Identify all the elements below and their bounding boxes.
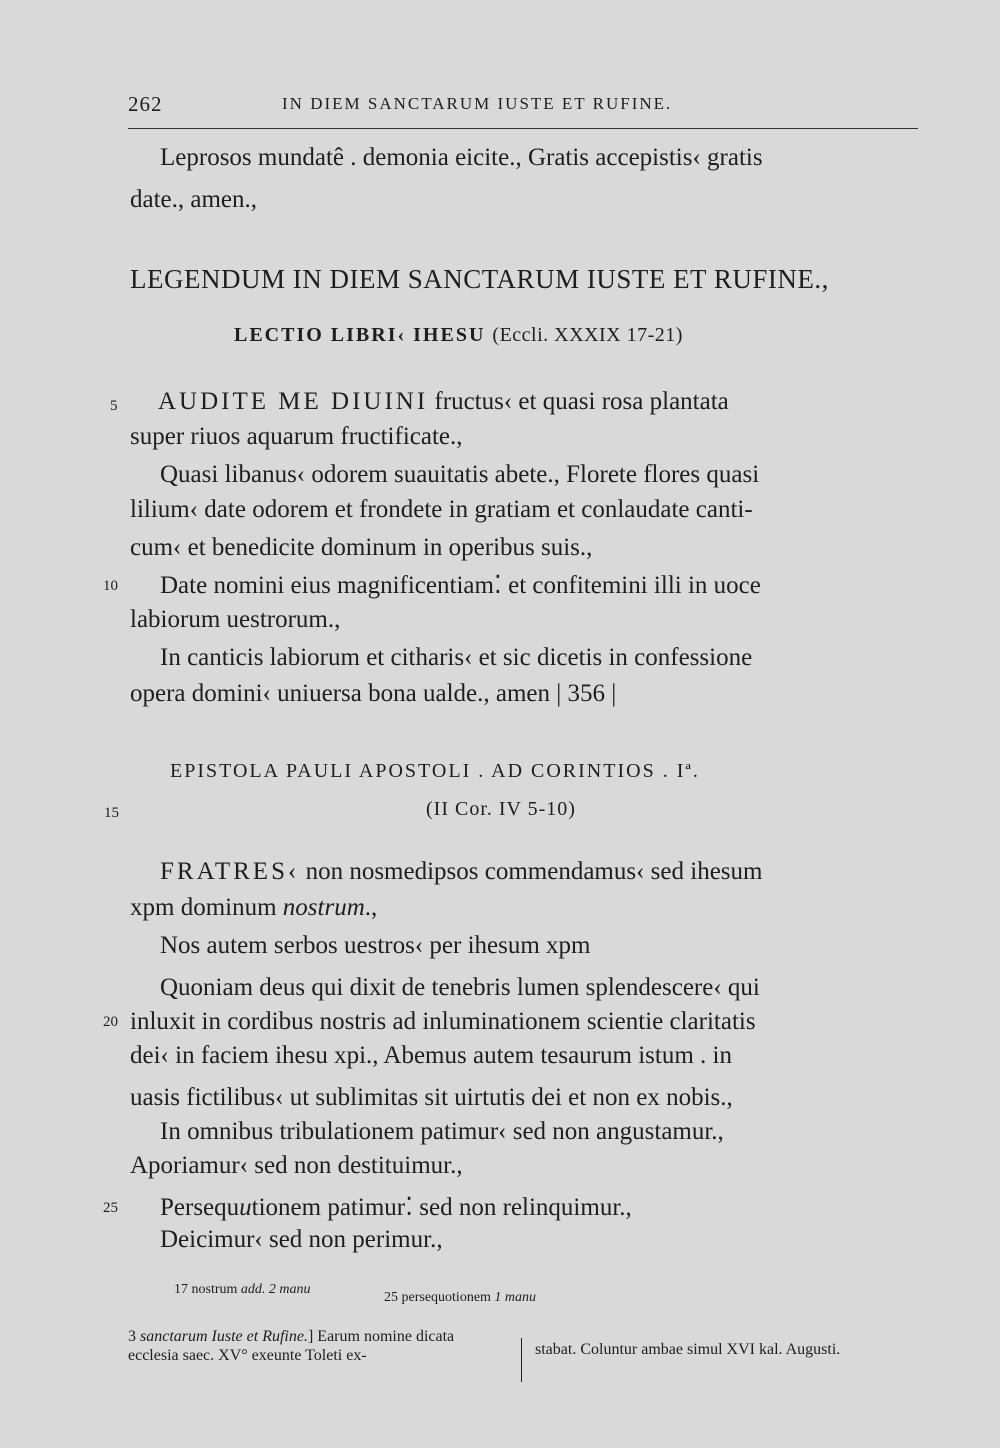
footnote-number: 3 [128,1328,136,1345]
text-line: In omnibus tribulationem patimur‹ sed non angustamur., [160,1118,724,1145]
text-line: Aporiamur‹ sed non destituimur., [130,1152,463,1179]
line-number: 15 [104,805,119,821]
text-line: dei‹ in faciem ihesu xpi., Abemus autem tesaurum istum . in [130,1042,732,1069]
footnote-left [128,1327,508,1365]
apparatus-entry [174,1282,311,1298]
text-span: Persequ [160,1194,240,1221]
text-span: xpm dominum [130,894,283,921]
apparatus-note: 1 manu [494,1290,537,1305]
footnote-text: ] Earum nomine dicata ecclesia saec. XV° exeunte Toleti ex- [128,1328,455,1364]
text-line: In canticis labiorum et citharis‹ et sic dicetis in confessione [160,644,753,671]
text-span: non nosmedipsos commendamus‹ sed ihesum [305,858,763,885]
apparatus-note: add. 2 manu [240,1282,311,1297]
text-span: tionem patimur⁚ sed non relinquimur., [251,1194,632,1221]
lectio-reference: (Eccli. XXXIX 17-21) [492,324,683,346]
italic-text: nostrum [282,894,365,921]
page-number: 262 [128,92,163,116]
text-line [130,894,377,922]
line-number: 20 [103,1014,118,1030]
lectio-heading [234,324,683,347]
running-title: IN DIEM SANCTARUM IUSTE ET RUFINE. [282,94,673,113]
text-line: Nos autem serbos uestros‹ per ihesum xpm [160,932,591,959]
text-span: ., [364,894,378,921]
apparatus-lemma: 25 persequotionem [384,1290,491,1305]
text-line: Deicimur‹ sed non perimur., [160,1226,443,1253]
text-line: super riuos aquarum fructificate., [130,423,463,450]
footnote-lemma: sanctarum Iuste et Rufine. [140,1328,308,1345]
section-title: LEGENDUM IN DIEM SANCTARUM IUSTE ET RUFINE., [130,264,829,294]
text-span: fructus‹ et quasi rosa plantata [434,388,729,415]
header-rule [128,128,918,129]
line-number: 5 [110,398,118,414]
text-line: uasis fictilibus‹ ut sublimitas sit uirtutis dei et non ex nobis., [130,1084,733,1111]
text-line [160,858,762,886]
text-line: date., amen., [130,186,258,213]
text-line: inluxit in cordibus nostris ad inluminationem scientie claritatis [130,1008,756,1035]
epistola-reference: (II Cor. IV 5-10) [426,798,576,820]
text-line: Leprosos mundatê . demonia eicite., Gratis accepistis‹ gratis [160,144,763,171]
text-line: opera domini‹ uniuersa bona ualde., amen | 356 | [130,680,617,707]
lectio-label: LECTIO LIBRI‹ IHESU [234,324,486,346]
line-number: 10 [103,578,118,594]
footnote-right: stabat. Coluntur ambae simul XVI kal. Augusti. [535,1341,841,1358]
text-line: Date nomini eius magnificentiam⁚ et confitemini illi in uoce [160,572,761,599]
apparatus-entry [384,1290,536,1306]
text-line: Quasi libanus‹ odorem suauitatis abete., Florete flores quasi [160,461,760,488]
incipit-caps: FRATRES‹ [160,858,300,885]
italic-text: u [239,1194,252,1221]
running-head [128,92,918,122]
epistola-heading: EPISTOLA PAULI APOSTOLI . AD CORINTIOS . Iª. [170,760,700,782]
text-line: cum‹ et benedicite dominum in operibus suis., [130,534,593,561]
text-line [160,1192,632,1222]
text-line: lilium‹ date odorem et frondete in gratiam et conlaudate canti- [130,496,753,523]
incipit-caps: AUDITE ME DIUINI [158,388,429,415]
text-line [158,388,729,416]
apparatus-lemma: 17 nostrum [174,1282,238,1297]
footnote-column-divider [521,1338,522,1382]
text-line: Quoniam deus qui dixit de tenebris lumen splendescere‹ qui [160,974,760,1001]
text-line: labiorum uestrorum., [130,606,341,633]
line-number: 25 [103,1200,118,1216]
